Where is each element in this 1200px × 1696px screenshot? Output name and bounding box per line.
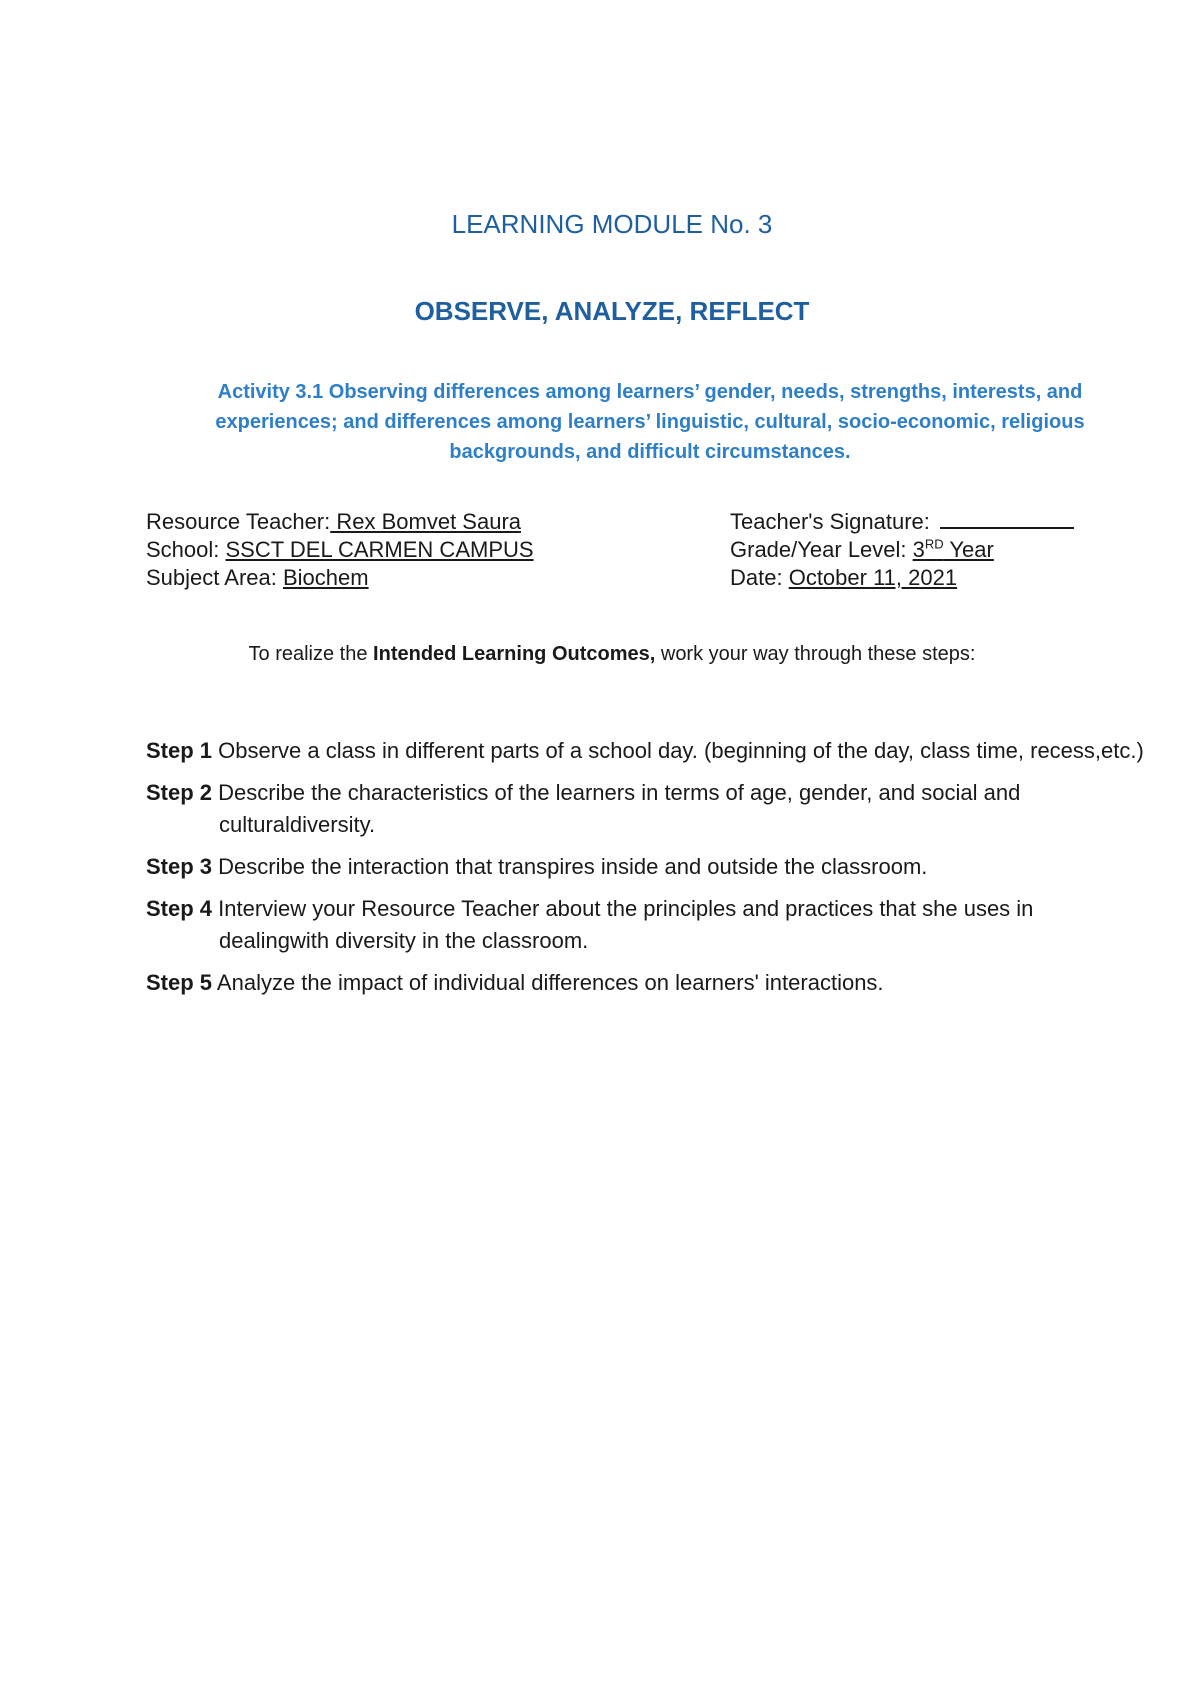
- subject-row: [146, 564, 534, 592]
- step-label: Step 4: [146, 896, 213, 921]
- signature-row: [730, 508, 1074, 536]
- step-label: Step 3: [146, 854, 213, 879]
- module-title: LEARNING MODULE No. 3: [451, 209, 773, 239]
- school-row: [146, 536, 534, 564]
- date-row: [730, 564, 1074, 592]
- step-item: [146, 851, 1146, 883]
- resource-teacher-value: Rex Bomvet Saura: [330, 509, 521, 534]
- step-label: Step 5: [146, 970, 213, 995]
- grade-value: [913, 537, 994, 562]
- grade-suffix: RD: [924, 536, 944, 552]
- activity-description: Activity 3.1 Observing differences among learners’ gender, needs, strengths, interests, and experiences; and differences among learners’ linguistic, cultural, socio-economic, religious backgrounds, and difficult circumstances.: [215, 381, 1085, 463]
- intro-suffix: work your way through these steps:: [655, 643, 976, 665]
- step-label: Step 2: [146, 780, 213, 805]
- signature-label: Teacher's Signature:: [730, 509, 936, 534]
- steps-list: [146, 735, 1146, 1009]
- subject-label: Subject Area:: [146, 565, 283, 590]
- step-text: Describe the interaction that transpires inside and outside the classroom.: [212, 854, 928, 879]
- step-label: Step 1: [146, 738, 213, 763]
- step-text: Interview your Resource Teacher about the principles and practices that she uses in dealingwith diversity in the classroom.: [212, 896, 1034, 953]
- grade-row: [730, 536, 1074, 564]
- grade-number: 3: [912, 537, 925, 562]
- resource-teacher-row: [146, 508, 534, 536]
- step-item: [146, 893, 1146, 957]
- grade-label: Grade/Year Level:: [730, 537, 913, 562]
- step-text: Observe a class in different parts of a school day. (beginning of the day, class time, recess,etc.): [212, 738, 1144, 763]
- subject-value: Biochem: [282, 565, 369, 590]
- intro-prefix: To realize the: [248, 643, 374, 665]
- info-right-column: [730, 508, 1074, 592]
- school-label: School:: [146, 537, 226, 562]
- intro-text: [0, 643, 1200, 666]
- intro-bold: Intended Learning Outcomes,: [373, 643, 656, 665]
- signature-line: [940, 509, 1074, 529]
- date-value: October 11, 2021: [788, 565, 958, 590]
- section-title: OBSERVE, ANALYZE, REFLECT: [414, 296, 810, 326]
- step-item: [146, 967, 1146, 999]
- step-item: [146, 777, 1146, 841]
- info-left-column: [146, 508, 534, 592]
- resource-teacher-label: Resource Teacher:: [146, 509, 331, 534]
- step-item: [146, 735, 1146, 767]
- date-label: Date:: [730, 565, 789, 590]
- school-value: SSCT DEL CARMEN CAMPUS: [225, 537, 534, 562]
- step-text: Describe the characteristics of the learners in terms of age, gender, and social and culturaldiversity.: [212, 780, 1021, 837]
- step-text: Analyze the impact of individual differences on learners' interactions.: [212, 970, 884, 995]
- grade-word: Year: [943, 537, 994, 562]
